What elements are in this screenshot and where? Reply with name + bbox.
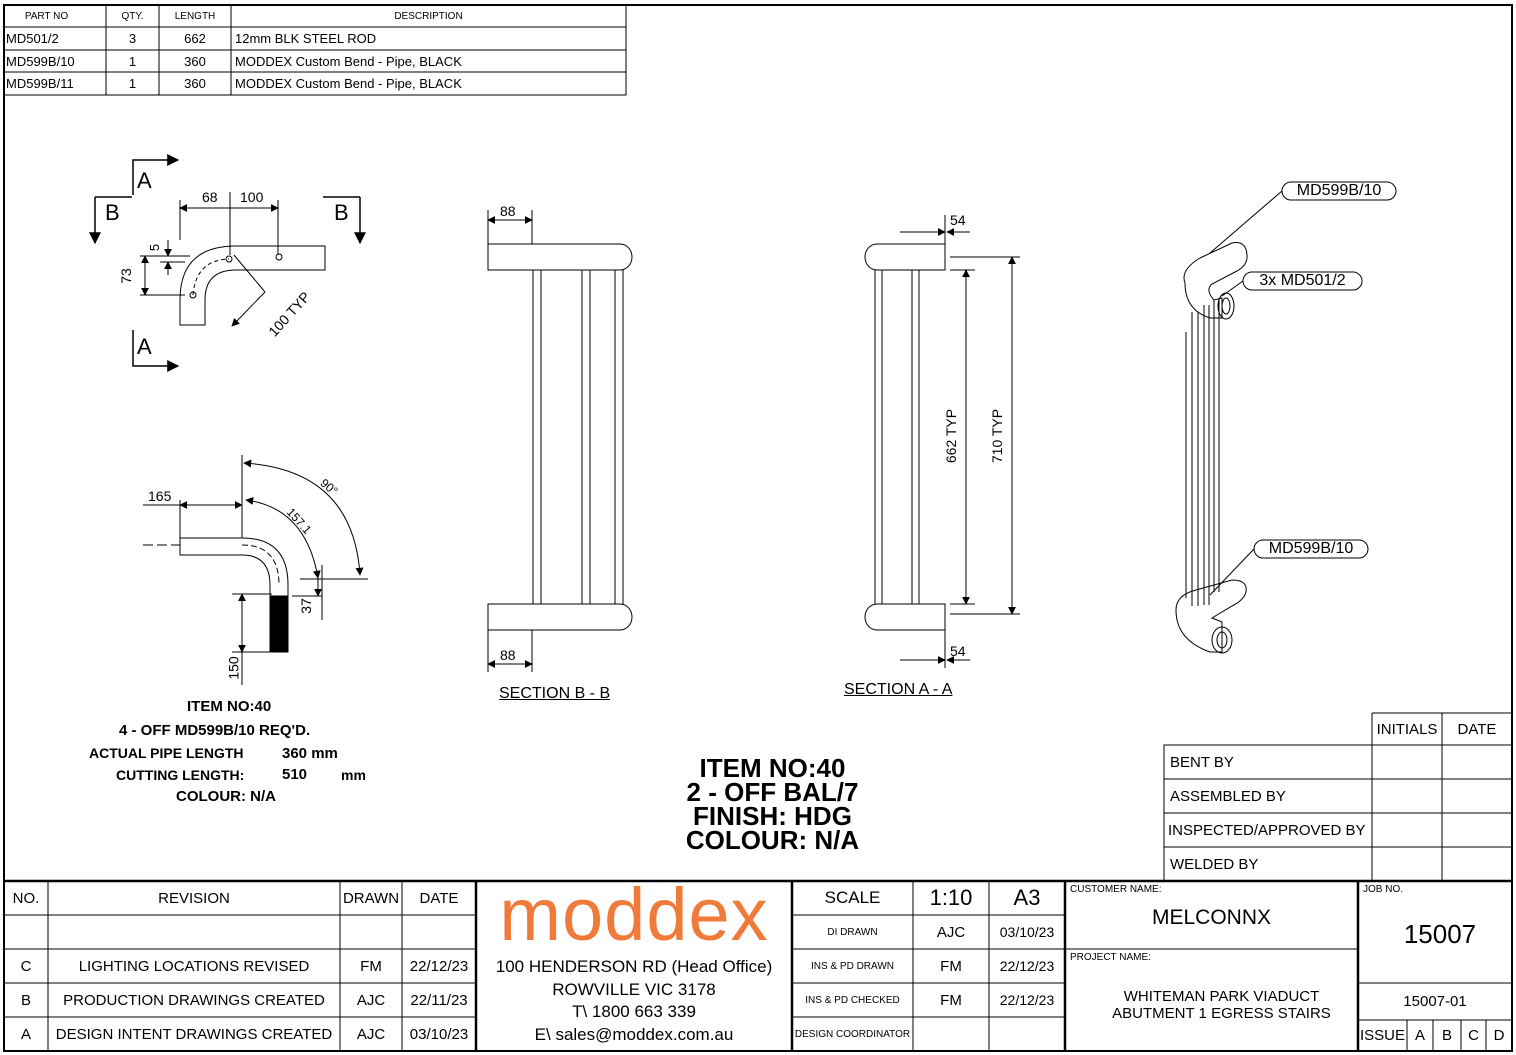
signoff-bent-by: BENT BY <box>1170 753 1234 771</box>
rev-description: DESIGN INTENT DRAWINGS CREATED <box>55 1025 333 1043</box>
dim-90-deg: 90° <box>317 475 341 499</box>
iso-callout-rods: 3x MD501/2 <box>1259 272 1346 289</box>
main-note-off: 2 - OFF BAL/7 <box>686 777 859 807</box>
company-contact <box>478 956 790 1046</box>
drawing-number: 15007-01 <box>1403 993 1467 1010</box>
project-line-2: ABUTMENT 1 EGRESS STAIRS <box>1112 1005 1331 1022</box>
detail-top-view <box>95 160 360 366</box>
aa-dim-top: 54 <box>950 212 966 228</box>
part-description: MODDEX Custom Bend - Pipe, BLACK <box>235 53 462 69</box>
part-no: MD599B/10 <box>6 53 75 69</box>
rev-drawn: AJC <box>356 991 386 1009</box>
main-note-finish: FINISH: HDG <box>693 801 852 831</box>
section-marker-a-top: A <box>137 168 152 193</box>
header-length: LENGTH <box>174 10 216 22</box>
aa-dim-bottom: 54 <box>950 643 966 659</box>
section-bb-label: SECTION B - B <box>499 685 611 702</box>
iso-callout-bottom: MD599B/10 <box>1268 540 1354 557</box>
part-qty: 1 <box>128 76 137 91</box>
main-note-item: ITEM NO:40 <box>699 753 846 783</box>
signoff-header-initials: INITIALS <box>1376 720 1438 738</box>
scale-value: 1:10 <box>929 885 973 910</box>
section-bb-drawing <box>488 210 632 672</box>
header-description: DESCRIPTION <box>394 10 463 22</box>
rev-header-date: DATE <box>419 889 459 907</box>
part-description: MODDEX Custom Bend - Pipe, BLACK <box>235 76 462 91</box>
dim-73: 73 <box>117 268 134 284</box>
project-name <box>1065 988 1378 1022</box>
aa-dim-710-typ: 710 TYP <box>989 408 1006 464</box>
rev-header-drawn: DRAWN <box>342 889 400 907</box>
dim-37: 37 <box>297 598 314 614</box>
company-logo: moddex <box>499 873 769 956</box>
project-line-1: WHITEMAN PARK VIADUCT <box>1123 988 1320 1005</box>
rev-date: 03/10/23 <box>409 1025 469 1043</box>
section-aa-label: SECTION A - A <box>844 681 953 698</box>
main-note-colour: COLOUR: N/A <box>685 825 860 855</box>
part-length: 662 <box>184 31 206 46</box>
dim-100: 100 <box>240 189 264 205</box>
issue-letter-b: B <box>1441 1027 1452 1044</box>
rev-description: LIGHTING LOCATIONS REVISED <box>78 957 310 975</box>
section-marker-a-bottom: A <box>137 334 152 359</box>
main-note <box>640 753 905 855</box>
section-marker-b-right: B <box>334 200 349 225</box>
bend-note-item: ITEM NO:40 <box>187 698 272 715</box>
customer-name: MELCONNX <box>1151 906 1272 929</box>
part-no: MD599B/11 <box>6 76 74 91</box>
rev-no: C <box>20 957 32 975</box>
header-qty: QTY. <box>121 10 144 22</box>
aa-dim-662-typ: 662 TYP <box>943 408 960 464</box>
issue-label: ISSUE <box>1359 1027 1405 1044</box>
issue-letter-d: D <box>1493 1027 1505 1044</box>
issue-letter-a: A <box>1414 1027 1425 1044</box>
signoff-header-date: DATE <box>1457 720 1497 738</box>
customer-label: CUSTOMER NAME: <box>1070 884 1162 895</box>
role-date <box>989 1017 1065 1051</box>
role-initials: FM <box>940 957 962 975</box>
signoff-welded-by: WELDED BY <box>1170 855 1259 873</box>
job-number: 15007 <box>1403 919 1477 949</box>
bend-note-cutting-label: CUTTING LENGTH: <box>116 767 245 783</box>
role-label: INS & PD DRAWN <box>811 960 894 972</box>
rev-header-no: NO. <box>12 889 40 907</box>
role-initials: FM <box>940 991 962 1009</box>
role-initials: AJC <box>936 923 966 941</box>
part-description: 12mm BLK STEEL ROD <box>235 31 377 46</box>
bb-dim-top: 88 <box>500 203 516 219</box>
dim-157-1: 157.1 <box>283 505 315 537</box>
rev-description: PRODUCTION DRAWINGS CREATED <box>63 991 325 1009</box>
signoff-inspected-by: INSPECTED/APPROVED BY <box>1168 821 1366 839</box>
role-date: 22/12/23 <box>999 958 1055 974</box>
part-qty: 1 <box>128 53 137 69</box>
part-qty: 3 <box>128 31 137 46</box>
bend-note-off: 4 - OFF MD599B/10 REQ'D. <box>119 722 311 739</box>
project-label: PROJECT NAME: <box>1070 952 1151 963</box>
rev-no: B <box>20 991 31 1009</box>
rev-header-revision: REVISION <box>158 889 230 907</box>
role-label: DESIGN COORDINATOR <box>794 1028 911 1040</box>
rev-drawn: FM <box>360 957 382 975</box>
company-city: ROWVILLE VIC 3178 <box>552 979 716 999</box>
role-date: 03/10/23 <box>999 924 1055 940</box>
dim-68: 68 <box>202 189 218 205</box>
sheet-size: A3 <box>1013 885 1041 910</box>
company-email: E\ sales@moddex.com.au <box>534 1024 734 1044</box>
dim-100-typ: 100 TYP <box>265 288 314 340</box>
issue-letter-c: C <box>1468 1027 1479 1044</box>
rev-date: 22/11/23 <box>410 991 468 1009</box>
company-phone: T\ 1800 663 339 <box>572 1002 696 1021</box>
dim-165: 165 <box>148 488 172 504</box>
isometric-view <box>1176 182 1396 653</box>
role-label: INS & PD CHECKED <box>805 994 900 1006</box>
part-no: MD501/2 <box>6 31 59 46</box>
bend-note-actual-value: 360 mm <box>282 745 338 762</box>
bend-note-cutting-value: 510 <box>282 766 308 783</box>
job-label: JOB NO. <box>1363 884 1404 895</box>
dim-150: 150 <box>225 656 242 680</box>
rev-drawn: AJC <box>356 1025 386 1043</box>
header-part-no: PART NO <box>24 10 69 22</box>
role-initials <box>913 1017 989 1051</box>
signoff-assembled-by: ASSEMBLED BY <box>1170 787 1286 805</box>
role-date: 22/12/23 <box>999 992 1055 1008</box>
rev-date: 22/12/23 <box>409 957 469 975</box>
part-length: 360 <box>184 76 206 91</box>
bend-note-cutting-unit: mm <box>341 767 366 783</box>
part-length: 360 <box>184 53 206 69</box>
bend-note-colour: COLOUR: N/A <box>176 788 276 805</box>
scale-label: SCALE <box>824 888 881 907</box>
role-label: DI DRAWN <box>827 926 878 938</box>
rev-no: A <box>20 1025 31 1043</box>
company-address: 100 HENDERSON RD (Head Office) <box>495 957 773 976</box>
dim-5: 5 <box>147 243 163 252</box>
iso-callout-top: MD599B/10 <box>1296 182 1382 199</box>
bend-note-actual-label: ACTUAL PIPE LENGTH <box>89 745 244 761</box>
bb-dim-bottom: 88 <box>500 647 516 663</box>
section-marker-b-left: B <box>105 200 120 225</box>
